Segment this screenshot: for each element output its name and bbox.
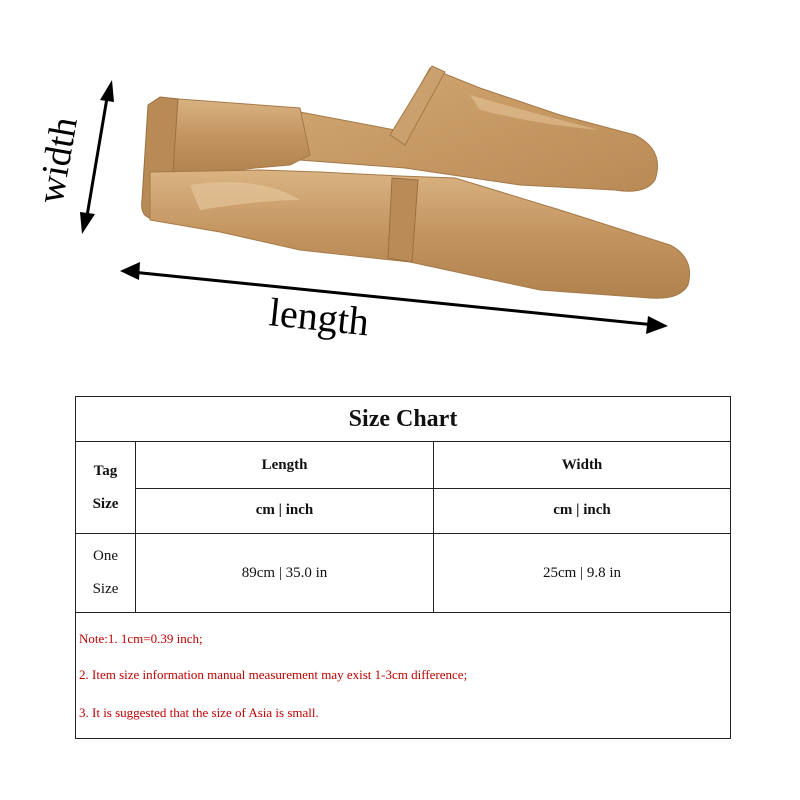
notes-section	[76, 613, 730, 738]
width-unit: cm | inch	[553, 502, 611, 518]
length-label: length	[267, 289, 372, 345]
size-size: Size	[92, 581, 119, 597]
chart-title: Size Chart	[348, 405, 458, 432]
width-arrow	[80, 80, 114, 234]
width-value: 25cm | 9.8 in	[543, 564, 621, 581]
length-header: Length	[136, 442, 434, 488]
note-2: 2. Item size information manual measurement may exist 1-3cm difference;	[79, 667, 468, 682]
column-header-row	[136, 442, 730, 489]
upper-leg	[300, 68, 658, 191]
size-label: Size	[92, 495, 119, 512]
product-figure	[0, 0, 800, 370]
header-row	[76, 442, 730, 534]
length-unit: cm | inch	[136, 488, 434, 533]
chart-title-row	[76, 397, 730, 442]
tag-size-header	[76, 442, 136, 533]
tag-label: Tag	[93, 462, 118, 479]
width-header: Width	[561, 456, 603, 473]
unit-row	[136, 488, 730, 533]
size-cell	[76, 534, 136, 612]
note-3: 3. It is suggested that the size of Asia is small.	[79, 705, 319, 720]
table-row	[76, 534, 730, 613]
size-one: One	[93, 548, 118, 564]
length-value: 89cm | 35.0 in	[136, 534, 434, 612]
note-1: Note:1. 1cm=0.39 inch;	[79, 631, 203, 646]
width-label: width	[29, 114, 86, 207]
tights-image	[142, 66, 690, 298]
size-chart-table	[75, 396, 731, 739]
